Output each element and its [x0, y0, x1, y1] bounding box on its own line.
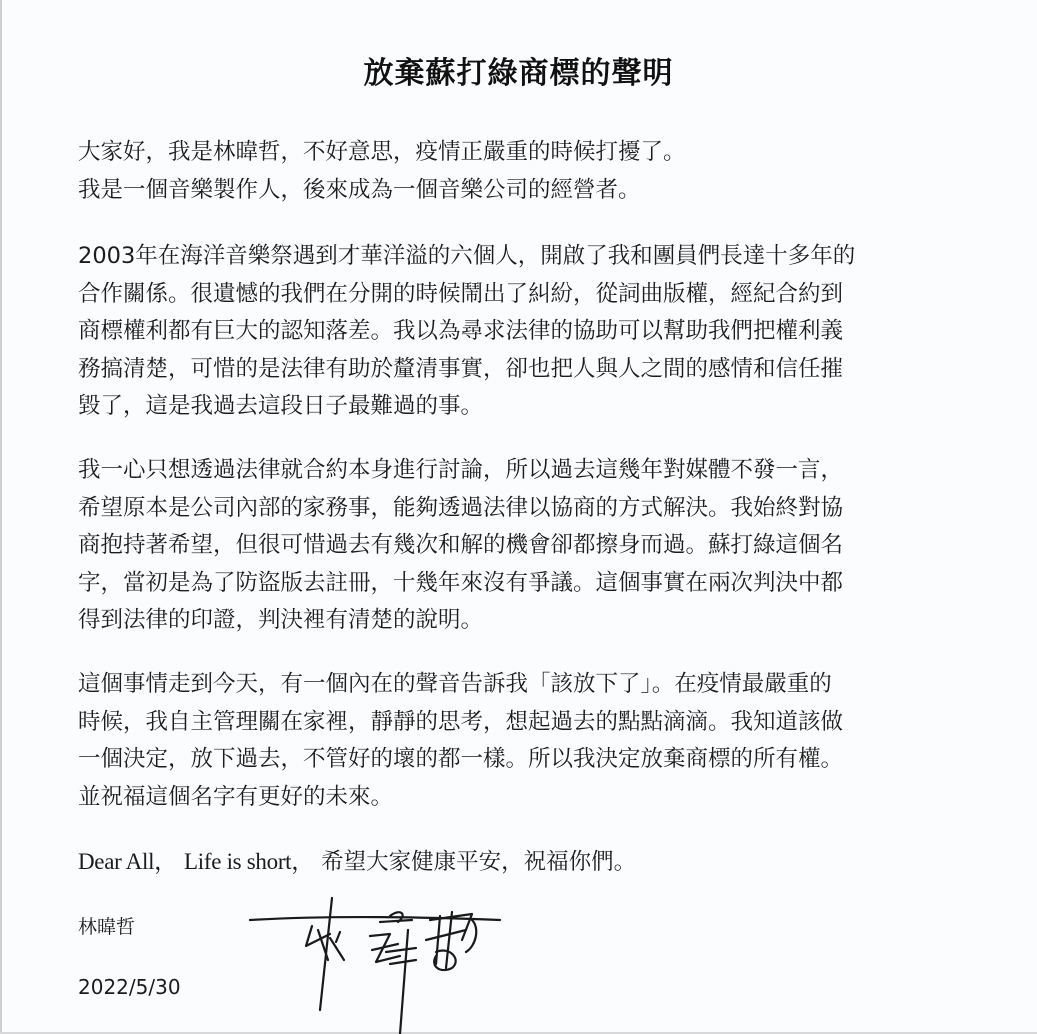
text-line: 字，當初是為了防盜版去註冊，十幾年來沒有爭議。這個事實在兩次判決中都 — [78, 569, 844, 596]
text-line: 合作關係。很遺憾的我們在分開的時候鬧出了糾紛，從詞曲版權，經紀合約到 — [78, 280, 844, 307]
document-title: 放棄蘇打綠商標的聲明 — [363, 56, 674, 91]
text-line: 希望原本是公司內部的家務事，能夠透過法律以協商的方式解決。我始終對協 — [78, 494, 844, 521]
paragraph-1 — [78, 134, 958, 209]
paragraph-3 — [78, 452, 958, 640]
closing-wishes: 希望大家健康平安，祝福你們。 — [321, 849, 637, 875]
text-line: 2003年在海洋音樂祭遇到才華洋溢的六個人，開啟了我和團員們長達十多年的 — [78, 243, 856, 269]
signer-name: 林暐哲 — [78, 916, 136, 938]
text-line: 時候，我自主管理關在家裡，靜靜的思考，想起過去的點點滴滴。我知道該做 — [78, 708, 844, 735]
closing-greeting: Dear All， — [78, 849, 177, 874]
document-date: 2022/5/30 — [78, 975, 181, 999]
text-line: 商抱持著希望，但很可惜過去有幾次和解的機會卻都擦身而過。蘇打綠這個名 — [78, 532, 844, 558]
text-line: 這個事情走到今天，有一個內在的聲音告訴我「該放下了」。在疫情最嚴重的 — [78, 671, 832, 697]
text-line: 並祝福這個名字有更好的未來。 — [78, 783, 394, 810]
closing-line — [78, 843, 636, 876]
closing-motto: Life is short， — [184, 849, 314, 874]
text-line: 務搞清楚，可惜的是法律有助於釐清事實，卻也把人與人之間的感情和信任摧 — [78, 355, 844, 382]
text-line: 一個決定，放下過去，不管好的壞的都一樣。所以我決定放棄商標的所有權。 — [78, 746, 844, 772]
paragraph-2 — [78, 238, 958, 426]
page-left-edge — [0, 0, 2, 1034]
paragraph-4 — [78, 666, 958, 816]
text-line: 我是一個音樂製作人，後來成為一個音樂公司的經營者。 — [78, 176, 641, 203]
text-line: 毀了，這是我過去這段日子最難過的事。 — [78, 393, 484, 419]
text-line: 商標權利都有巨大的認知落差。我以為尋求法律的協助可以幫助我們把權利義 — [78, 318, 844, 344]
text-line: 我一心只想透過法律就合約本身進行討論，所以過去這幾年對媒體不發一言， — [78, 457, 844, 483]
text-line: 大家好，我是林暐哲，不好意思，疫情正嚴重的時候打擾了。 — [78, 139, 686, 165]
text-line: 得到法律的印證，判決裡有清楚的說明。 — [78, 607, 484, 633]
handwritten-signature-icon — [240, 890, 540, 1034]
